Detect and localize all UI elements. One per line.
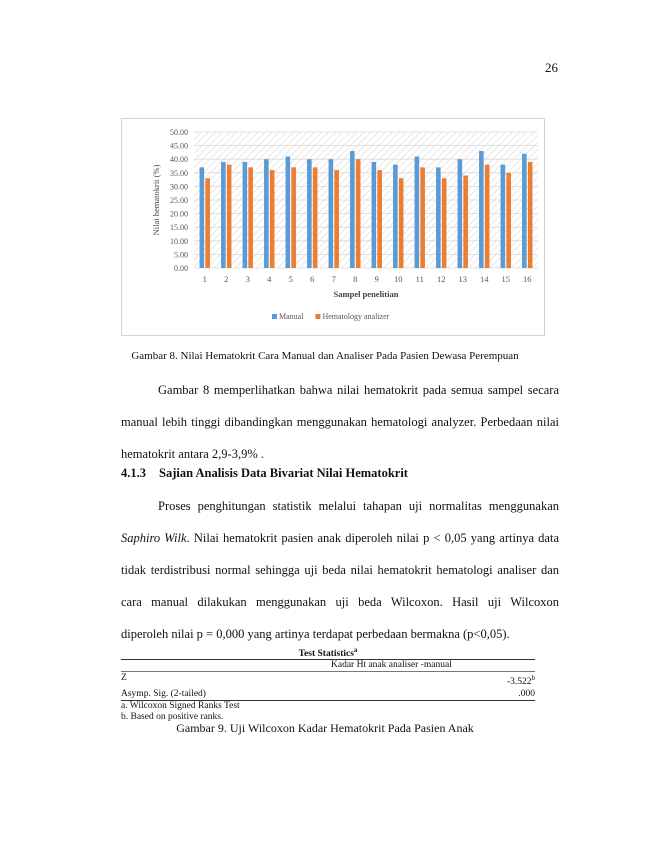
table-note: a. Wilcoxon Signed Ranks Test <box>121 701 240 712</box>
bar-analyzer <box>399 178 404 268</box>
legend-swatch <box>315 314 320 319</box>
paragraph-line: diperoleh nilai p = 0,000 yang artinya terdapat perbedaan bermakna (p<0,05). <box>121 627 510 641</box>
paragraph-line: cara manual dilakukan menggunakan uji beda Wilcoxon. Hasil uji Wilcoxon <box>121 595 559 609</box>
bar-manual <box>436 167 441 268</box>
paragraph-line: hematokrit antara 2,9-3,9% . <box>121 447 265 461</box>
row-value: -3.522$^b$ <box>506 674 535 688</box>
bar-analyzer <box>270 170 275 268</box>
y-tick-label: 45.00 <box>170 141 188 151</box>
bar-analyzer <box>528 162 533 268</box>
section-title: Sajian Analisis Data Bivariat Nilai Hematokrit <box>159 466 408 480</box>
x-tick-label: 13 <box>458 274 467 284</box>
y-tick-label: 40.00 <box>170 155 188 165</box>
bar-analyzer <box>420 167 425 268</box>
bar-analyzer <box>442 178 447 268</box>
x-tick-label: 3 <box>245 274 250 284</box>
bar-manual <box>286 156 291 268</box>
chart-svg <box>122 119 544 335</box>
bar-manual <box>393 165 398 268</box>
y-tick-label: 50.00 <box>170 128 188 137</box>
y-tick-label: 10.00 <box>170 236 188 246</box>
page-number: 26 <box>545 60 558 75</box>
table-column-header: Kadar Ht anak analiser -manual <box>331 660 452 671</box>
figure8-caption: Gambar 8. Nilai Hematokrit Cara Manual dan Analiser Pada Pasien Dewasa Perempuan <box>131 350 519 362</box>
legend-label: Manual <box>279 312 304 321</box>
bar-manual <box>329 159 334 268</box>
bar-manual <box>415 156 420 268</box>
bar-manual <box>264 159 269 268</box>
legend-label: Hematology analizer <box>322 312 390 321</box>
bar-manual <box>479 151 484 268</box>
x-tick-label: 8 <box>353 274 358 284</box>
x-tick-label: 15 <box>501 274 510 284</box>
table-notes <box>121 701 535 723</box>
x-tick-label: 9 <box>374 274 379 284</box>
x-axis-label: Sampel penelitian <box>333 289 399 299</box>
table-note: b. Based on positive ranks. <box>121 712 224 723</box>
x-tick-label: 2 <box>224 274 229 284</box>
italic-term: Saphiro Wilk <box>121 531 187 545</box>
section-heading <box>121 466 408 481</box>
bar-analyzer <box>485 165 490 268</box>
paragraph-line: Proses penghitungan statistik melalui tahapan uji normalitas menggunakan <box>158 499 559 513</box>
y-axis-label: Nilai hematokrit (%) <box>151 164 161 236</box>
bar-analyzer <box>506 173 511 268</box>
bar-manual <box>243 162 248 268</box>
paragraph-line: Gambar 8 memperlihatkan bahwa nilai hematokrit pada semua sampel secara <box>158 383 559 397</box>
bar-analyzer <box>334 170 339 268</box>
bar-analyzer <box>205 178 210 268</box>
bar-manual <box>501 165 506 268</box>
x-tick-label: 5 <box>288 274 293 284</box>
wilcoxon-test-statistics-table <box>121 646 535 723</box>
y-tick-label: 30.00 <box>170 182 188 192</box>
y-tick-label: 25.00 <box>170 196 188 205</box>
paragraph-text: . Nilai hematokrit pasien anak diperoleh nilai p < 0,05 yang artinya data <box>186 531 559 545</box>
x-tick-label: 12 <box>437 274 446 284</box>
paragraph-line: tidak terdistribusi normal sehingga uji beda nilai hematokrit hematologi analiser dan <box>121 563 559 577</box>
x-tick-label: 4 <box>267 274 272 284</box>
table-row <box>121 672 535 688</box>
row-label: Z <box>121 673 127 684</box>
bar-manual <box>200 167 205 268</box>
legend-swatch <box>272 314 277 319</box>
x-tick-label: 7 <box>331 274 336 284</box>
bar-manual <box>372 162 377 268</box>
bar-manual <box>221 162 226 268</box>
bar-analyzer <box>377 170 382 268</box>
figure9-caption: Gambar 9. Uji Wilcoxon Kadar Hematokrit Pada Pasien Anak <box>176 721 474 735</box>
y-tick-label: 20.00 <box>170 209 188 219</box>
bar-analyzer <box>463 176 468 268</box>
y-tick-label: 0.00 <box>174 264 188 273</box>
y-tick-label: 5.00 <box>174 250 188 260</box>
bar-analyzer <box>248 167 253 268</box>
bar-analyzer <box>227 165 232 268</box>
hematocrit-bar-chart <box>121 118 545 336</box>
bar-analyzer <box>356 159 361 268</box>
bar-manual <box>307 159 312 268</box>
paragraph-line <box>121 522 559 554</box>
bar-manual <box>522 154 527 268</box>
y-tick-label: 35.00 <box>170 168 188 178</box>
table-title: Test Statistics$^a$ <box>298 646 358 660</box>
section-number: 4.1.3 <box>121 466 146 480</box>
row-label: Asymp. Sig. (2-tailed) <box>121 689 206 700</box>
x-tick-label: 11 <box>415 274 424 284</box>
x-tick-label: 1 <box>202 274 207 284</box>
paragraph-line: manual lebih tinggi dibandingkan menggunakan hematologi analyzer. Perbedaan nilai <box>121 415 559 429</box>
x-tick-label: 10 <box>394 274 403 284</box>
paragraph-figure8-description <box>121 374 559 470</box>
bar-analyzer <box>313 167 318 268</box>
table-row <box>121 688 535 700</box>
x-tick-label: 14 <box>480 274 489 284</box>
y-tick-label: 15.00 <box>170 223 188 233</box>
bar-analyzer <box>291 167 296 268</box>
row-value: .000 <box>518 689 535 700</box>
paragraph-bivariate-analysis <box>121 490 559 650</box>
bar-manual <box>350 151 355 268</box>
x-tick-label: 6 <box>310 274 315 284</box>
x-tick-label: 16 <box>523 274 532 284</box>
bar-manual <box>458 159 463 268</box>
